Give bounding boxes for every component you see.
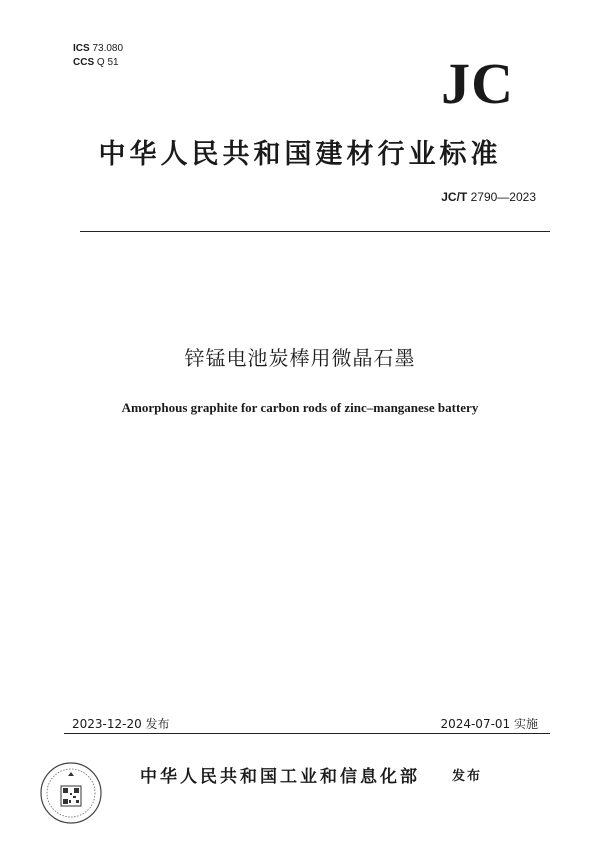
jc-logo: JC bbox=[441, 51, 514, 116]
implement-date: 2024-07-01 实施 bbox=[440, 717, 538, 731]
verification-seal-icon bbox=[38, 760, 104, 826]
standard-category-title: 中华人民共和国建材行业标准 bbox=[98, 139, 502, 170]
standard-code bbox=[441, 190, 536, 204]
ics-label: ICS bbox=[73, 43, 90, 54]
ccs-value: Q 51 bbox=[96, 57, 119, 68]
document-title-en: Amorphous graphite for carbon rods of zinc–manganese battery bbox=[121, 400, 479, 415]
ics-code bbox=[73, 42, 123, 56]
header-divider bbox=[80, 231, 550, 232]
issue-date: 2023-12-20 发布 bbox=[72, 717, 170, 731]
classification-codes bbox=[73, 42, 123, 70]
document-title-cn: 锌锰电池炭棒用微晶石墨 bbox=[184, 346, 416, 370]
footer-divider bbox=[64, 733, 550, 734]
standard-code-prefix: JC/T bbox=[441, 190, 468, 204]
issuing-authority: 中华人民共和国工业和信息化部 bbox=[140, 767, 420, 787]
standard-code-number: 2790—2023 bbox=[470, 190, 536, 204]
ccs-label: CCS bbox=[73, 57, 95, 68]
ccs-code bbox=[73, 56, 123, 70]
publish-label: 发布 bbox=[452, 769, 483, 784]
ics-value: 73.080 bbox=[92, 43, 124, 54]
